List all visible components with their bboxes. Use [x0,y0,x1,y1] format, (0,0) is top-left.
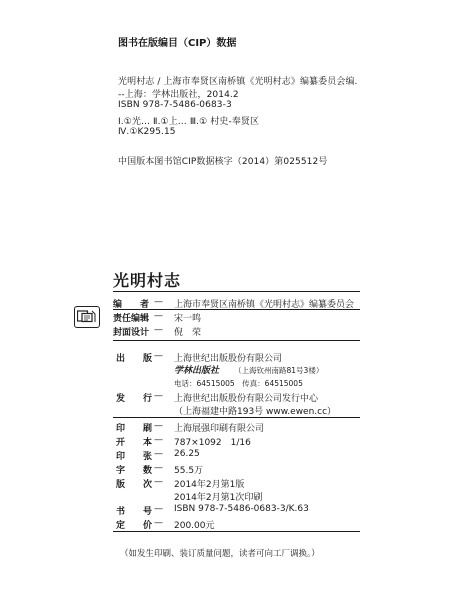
spec-label-format: 开 本 [116,438,153,448]
cip-line-publisher: --上海：学林出版社，2014.2 [118,90,239,100]
credit-value-cover-design: 倪 荣 [174,328,202,338]
colon: — [154,449,163,459]
credit-label-responsible-editor: 责任编辑 [113,314,150,324]
cip-heading: 图书在版编目（CIP）数据 [118,38,237,49]
quality-footnote: （如发生印刷、装订质量问题，读者可向工厂调换。） [120,549,320,559]
spec-label-printer: 印 刷 [116,424,153,434]
spec-value-format: 787×1092 1/16 [174,438,251,448]
section-rule [113,417,360,418]
publisher-emblem-icon [74,306,100,328]
credit-rule [113,309,360,310]
credit-rule [113,340,360,341]
colon: — [154,325,163,335]
distributor-name: 上海世纪出版股份有限公司发行中心 [174,394,319,404]
cip-line-isbn: ISBN 978-7-5486-0683-3 [118,100,232,110]
spec-label-price: 定 价 [116,521,153,531]
section-rule [113,531,360,532]
colon: — [154,504,163,514]
colon: — [154,391,163,401]
colon: — [154,435,163,445]
spec-value-word-count: 55.5万 [174,466,204,476]
spec-label-sheets: 印 张 [116,452,153,462]
imprint-logotype: 学林出版社 [174,366,220,376]
spec-label-edition: 版 次 [116,480,153,490]
imprint-address: （上海钦州南路81号3楼） [234,366,324,375]
colon: — [154,351,163,361]
colon: — [154,518,163,528]
publisher-name: 上海世纪出版股份有限公司 [174,354,283,364]
cip-line-subjects: Ⅰ.①光… Ⅱ.①上… Ⅲ.① 村史-奉贤区 [118,117,260,127]
cip-line-title: 光明村志 / 上海市奉贤区南桥镇《光明村志》编纂委员会编. [118,77,358,87]
spec-value-sheets: 26.25 [174,449,200,459]
distributor-address: （上海福建中路193号 www.ewen.cc） [174,407,337,417]
cip-core-number: 中国版本图书馆CIP数据核字（2014）第025512号 [118,157,328,167]
spec-value-printing: 2014年2月第1次印刷 [174,493,263,503]
spec-value-edition: 2014年2月第1版 [174,480,245,490]
publisher-label: 出 版 [116,354,153,364]
book-title: 光明村志 [113,271,182,290]
colon: — [154,421,163,431]
publisher-phone-fax: 电话：64515005 传真：64515005 [174,379,303,388]
spec-label-book-number: 书 号 [116,507,153,517]
credit-label-cover-design: 封面设计 [113,328,150,338]
spec-value-price: 200.00元 [174,521,215,531]
colon: — [154,477,163,487]
spec-value-book-number: ISBN 978-7-5486-0683-3/K.63 [174,504,309,514]
colon: — [154,463,163,473]
cip-line-classification: Ⅳ.①K295.15 [118,127,176,137]
credit-value-editor: 上海市奉贤区南桥镇《光明村志》编纂委员会 [174,300,355,310]
colon: — [154,297,163,307]
title-rule [113,291,360,292]
distributor-label: 发 行 [116,394,153,404]
colon: — [154,311,163,321]
spec-label-word-count: 字 数 [116,466,153,476]
spec-value-printer: 上海展强印刷有限公司 [174,424,265,434]
credit-value-responsible-editor: 宋一鸣 [174,314,202,324]
credit-label-editor: 编 者 [113,300,150,310]
